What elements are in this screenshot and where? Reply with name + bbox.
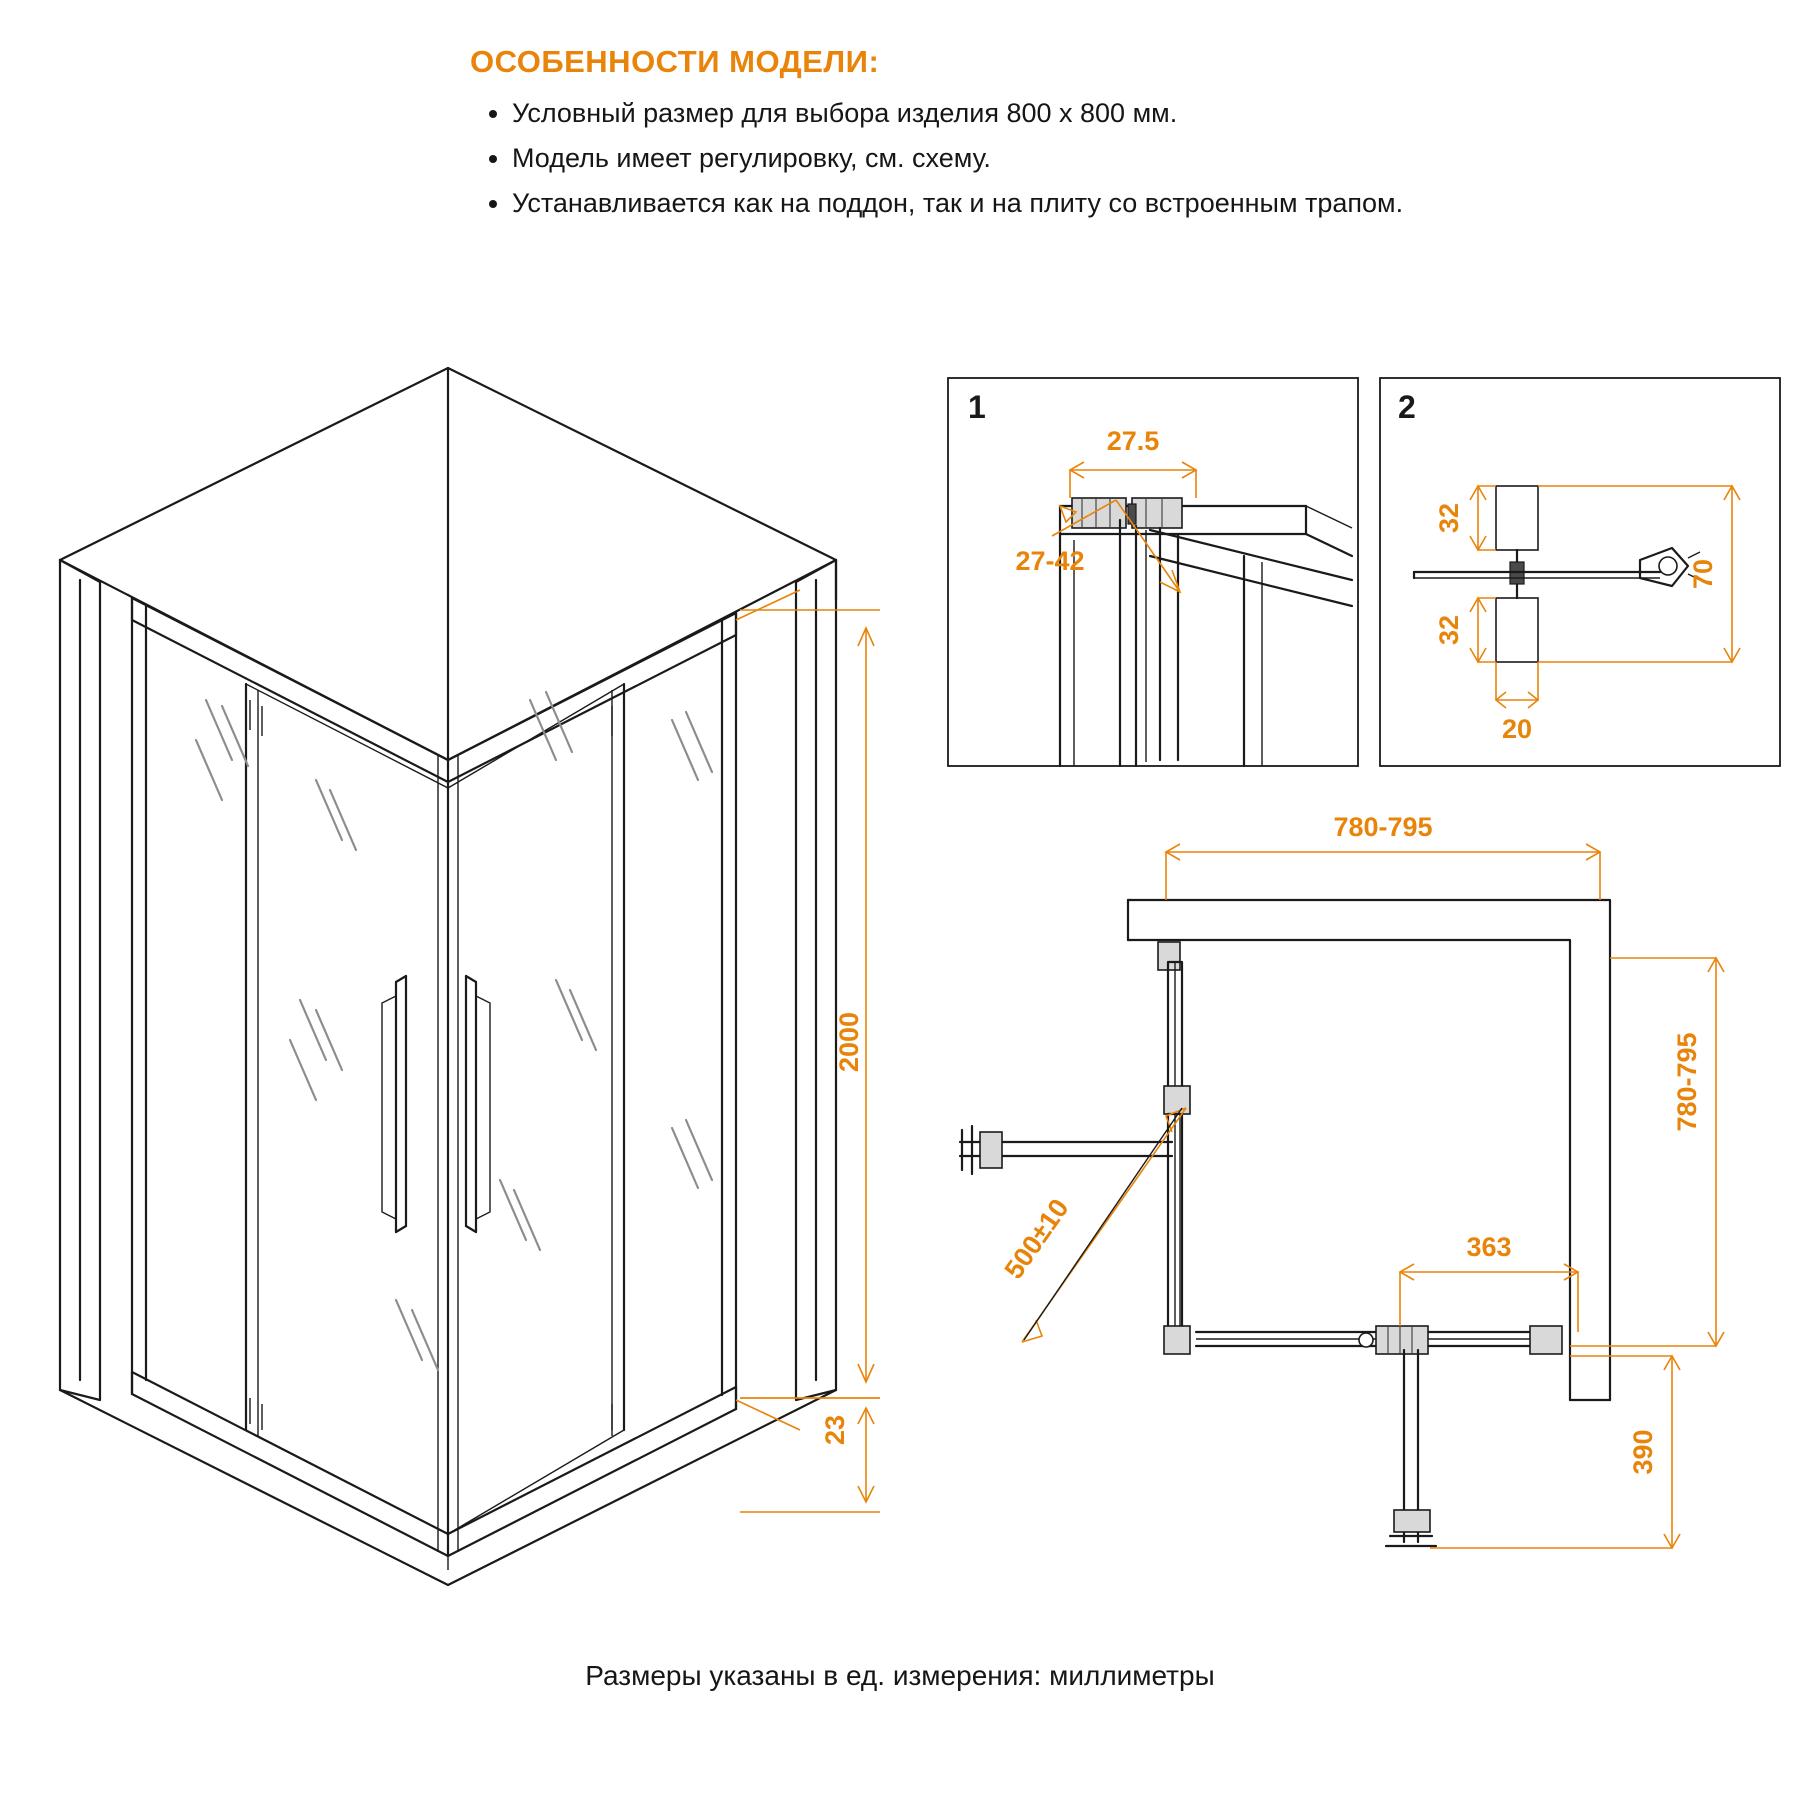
dimension-label-32-top: 32 [1434,502,1464,534]
features-item: • Модель имеет регулировку, см. схему. [512,139,1520,178]
dimension-label-2000: 2000 [834,1011,864,1073]
dimension-label-390: 390 [1628,1429,1658,1475]
dimension-27_5 [1070,426,1196,498]
dimension-390 [1430,1356,1680,1548]
dimension-label-27-5: 27.5 [1106,426,1160,456]
features-title: ОСОБЕННОСТИ МОДЕЛИ: [470,44,880,79]
dimension-32-top [1434,486,1496,550]
detail-box-1 [948,378,1358,766]
dimension-width-780-795 [1166,812,1600,900]
features-item: • Условный размер для выбора изделия 800 x 800 мм. [512,94,1520,133]
dimension-20 [1496,662,1538,744]
dimension-label-32-bottom: 32 [1434,614,1464,646]
dimension-height-23 [740,1398,880,1512]
plan-view [960,812,1724,1548]
features-item: • Устанавливается как на поддон, так и на плиту со встроенным трапом. [512,184,1520,223]
detail-1-number: 1 [968,389,986,425]
dimension-label-23: 23 [820,1414,850,1446]
detail-2-number: 2 [1398,389,1416,425]
dimension-label-20: 20 [1501,714,1533,744]
dimension-label-70: 70 [1688,558,1718,590]
dimension-label-363: 363 [1466,1232,1512,1262]
units-note: Размеры указаны в ед. измерения: миллиметры [585,1660,1215,1691]
dimension-depth-780-795 [1570,958,1724,1346]
detail-box-2 [1380,378,1780,766]
glass-reflection-marks [196,692,712,1370]
isometric-shower-enclosure [60,368,880,1585]
dimension-363 [1400,1232,1578,1332]
dimension-label-780-795-top: 780-795 [1333,812,1433,842]
dimension-label-500: 500±10 [998,1193,1075,1285]
dimension-height-2000 [740,610,880,1398]
dimension-label-27-42: 27-42 [1015,546,1085,576]
dimension-32-bottom [1434,598,1496,662]
dimension-label-780-795-right: 780-795 [1672,1032,1702,1132]
